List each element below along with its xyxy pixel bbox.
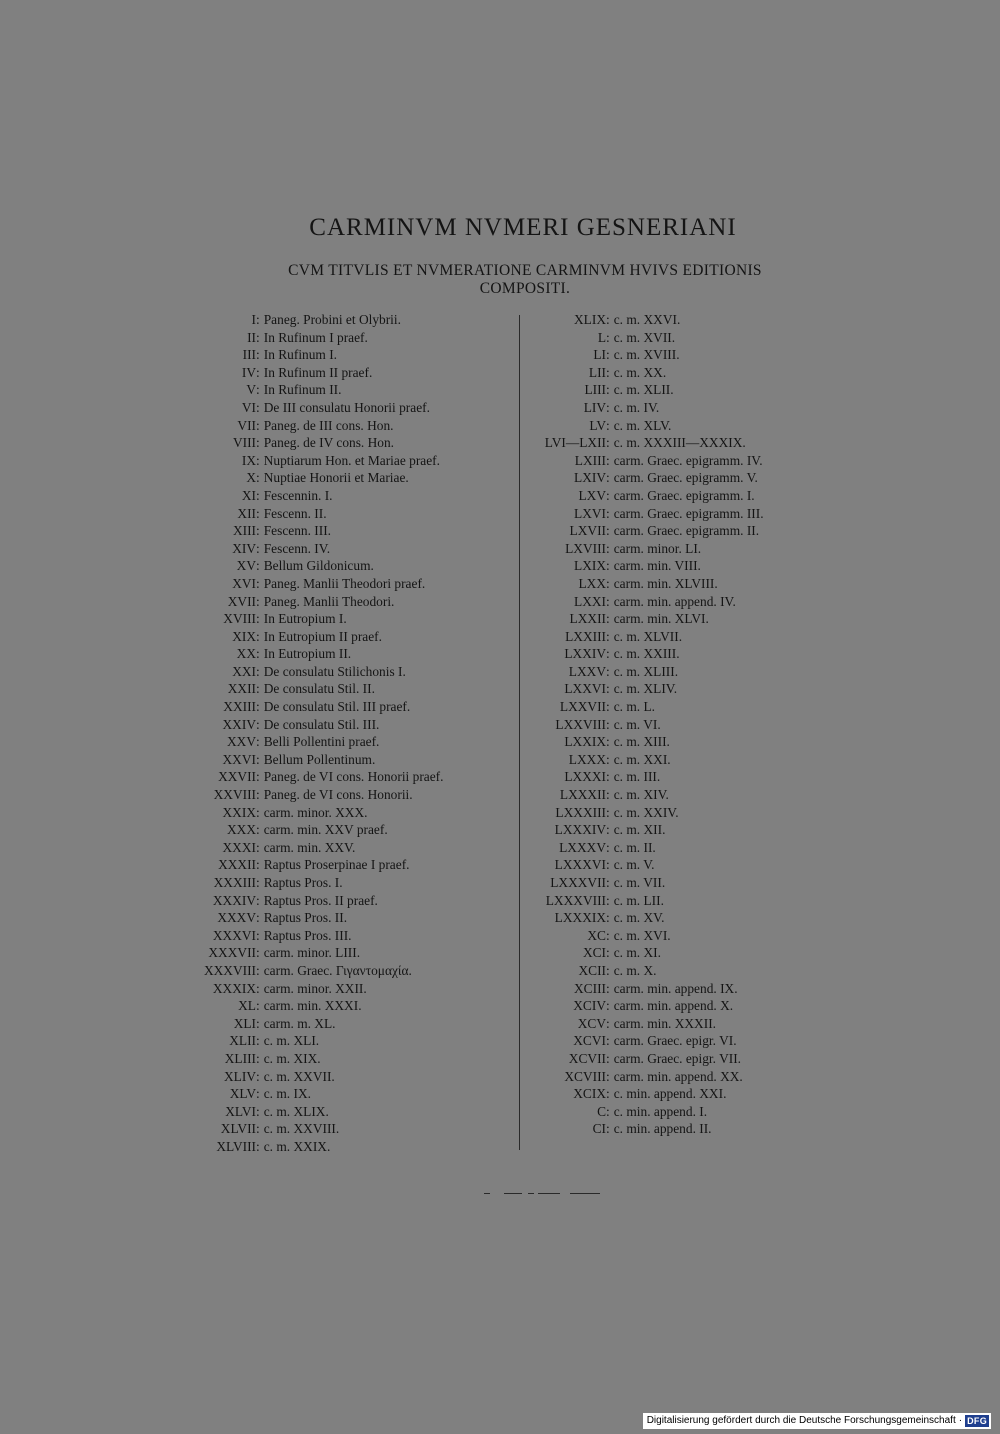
concordance-row: XCVIII : carm. min. append. XX. — [524, 1068, 854, 1086]
carmen-number: VIII — [232, 435, 256, 451]
carmen-title: Nuptiae Honorii et Mariae. — [263, 470, 409, 486]
carmen-title: c. m. XIV. — [613, 787, 669, 803]
concordance-row: LXXXIX : c. m. XV. — [524, 909, 854, 927]
carmen-title: c. m. XLIII. — [613, 663, 679, 679]
carmen-title: In Rufinum II praef. — [263, 364, 373, 380]
concordance-row: XL : carm. min. XXXI. — [150, 997, 520, 1015]
concordance-row: CI : c. min. append. II. — [524, 1120, 854, 1138]
concordance-row: XCV : carm. min. XXXII. — [524, 1015, 854, 1033]
carmen-number: LXXXV — [559, 839, 606, 855]
carmen-title: carm. m. XL. — [263, 1015, 336, 1031]
carmen-number: LXXI — [574, 593, 606, 609]
carmen-title: carm. min. XLVIII. — [613, 575, 718, 591]
carmen-number: XXXII — [218, 857, 256, 873]
concordance-row: XXVI : Bellum Pollentinum. — [150, 751, 520, 769]
carmen-title: c. m. L. — [613, 699, 656, 715]
carmen-number: LXIV — [574, 470, 606, 486]
concordance-row: LXVII : carm. Graec. epigramm. II. — [524, 522, 854, 540]
concordance-row: LXXXIV : c. m. XII. — [524, 821, 854, 839]
carmen-number: XXII — [227, 681, 256, 697]
concordance-row: L : c. m. XVII. — [524, 329, 854, 347]
concordance-row: XXI : De consulatu Stilichonis I. — [150, 663, 520, 681]
carmen-title: c. m. X. — [613, 962, 657, 978]
concordance-row: XIII : Fescenn. III. — [150, 522, 520, 540]
carmen-number: V — [246, 382, 256, 398]
carmen-number: VII — [237, 417, 256, 433]
carmen-title: In Rufinum II. — [263, 382, 342, 398]
carmen-title: carm. min. XXV praef. — [263, 822, 388, 838]
concordance-row: LXVIII : carm. minor. LI. — [524, 540, 854, 558]
concordance-row: LXVI : carm. Graec. epigramm. III. — [524, 505, 854, 523]
carmen-number: XVI — [232, 575, 256, 591]
concordance-row: LXIV : carm. Graec. epigramm. V. — [524, 469, 854, 487]
carmen-title: c. m. IV. — [613, 399, 660, 415]
carmen-number: XI — [241, 487, 256, 503]
concordance-row: XXV : Belli Pollentini praef. — [150, 733, 520, 751]
concordance-row: XIV : Fescenn. IV. — [150, 540, 520, 558]
carmen-title: Paneg. de VI cons. Honorii. — [263, 787, 413, 803]
concordance-row: LXXXVI : c. m. V. — [524, 856, 854, 874]
carmen-title: Paneg. Manlii Theodori. — [263, 593, 395, 609]
carmen-number: LXIX — [574, 558, 606, 574]
concordance-row: XXVII : Paneg. de VI cons. Honorii praef. — [150, 768, 520, 786]
concordance-row: XLI : carm. m. XL. — [150, 1015, 520, 1033]
carmen-title: c. m. XXVI. — [613, 312, 681, 327]
carmen-title: c. m. XLV. — [613, 417, 672, 433]
carmen-number: IX — [241, 452, 256, 468]
carmen-title: Paneg. de IV cons. Hon. — [263, 435, 395, 451]
concordance-row: XCVII : carm. Graec. epigr. VII. — [524, 1050, 854, 1068]
concordance-row: XLV : c. m. IX. — [150, 1085, 520, 1103]
carmen-number: XXVIII — [213, 787, 256, 803]
concordance-row: XXIX : carm. minor. XXX. — [150, 804, 520, 822]
concordance-row: LXXXV : c. m. II. — [524, 839, 854, 857]
concordance-right-column — [524, 311, 854, 1138]
carmen-number: LXXVIII — [555, 716, 606, 732]
carmen-title: De consulatu Stil. II. — [263, 681, 375, 697]
footer-credit: Digitalisierung gefördert durch die Deutsche Forschungsgemeinschaft · DFG — [643, 1413, 991, 1429]
carmen-title: Raptus Pros. II. — [263, 910, 348, 926]
concordance-row: II : In Rufinum I praef. — [150, 329, 520, 347]
carmen-number: XXX — [226, 822, 256, 838]
concordance-row: XCIX : c. min. append. XXI. — [524, 1085, 854, 1103]
carmen-number: XV — [236, 558, 256, 574]
concordance-row: LXXI : carm. min. append. IV. — [524, 593, 854, 611]
carmen-title: carm. min. XLVI. — [613, 611, 709, 627]
carmen-number: XXVI — [222, 751, 256, 767]
concordance-row: LXXII : carm. min. XLVI. — [524, 610, 854, 628]
carmen-number: XLV — [229, 1086, 256, 1102]
carmen-number: XXXIX — [212, 980, 256, 996]
concordance-row: XI : Fescennin. I. — [150, 487, 520, 505]
carmen-number: XXXVI — [212, 927, 256, 943]
carmen-title: carm. min. append. XX. — [613, 1068, 743, 1084]
carmen-number: LXXXIII — [555, 804, 606, 820]
carmen-title: carm. Graec. epigramm. II. — [613, 523, 760, 539]
carmen-title: Paneg. de VI cons. Honorii praef. — [263, 769, 444, 785]
carmen-number: XXXIV — [212, 892, 256, 908]
concordance-row: LXXXVII : c. m. VII. — [524, 874, 854, 892]
carmen-title: In Eutropium II praef. — [263, 628, 382, 644]
carmen-number: I — [251, 312, 256, 327]
carmen-number: XCIII — [574, 980, 606, 996]
concordance-row: XLVI : c. m. XLIX. — [150, 1103, 520, 1121]
concordance-row: LXXX : c. m. XXI. — [524, 751, 854, 769]
concordance-row: VII : Paneg. de III cons. Hon. — [150, 417, 520, 435]
concordance-row: LXXXVIII : c. m. LII. — [524, 892, 854, 910]
concordance-row: XXIII : De consulatu Stil. III praef. — [150, 698, 520, 716]
carmen-title: Bellum Pollentinum. — [263, 751, 376, 767]
concordance-row: LXIII : carm. Graec. epigramm. IV. — [524, 452, 854, 470]
concordance-row: XCIII : carm. min. append. IX. — [524, 980, 854, 998]
carmen-number: XXI — [232, 663, 256, 679]
carmen-number: XCVIII — [564, 1068, 606, 1084]
concordance-row: VI : De III consulatu Honorii praef. — [150, 399, 520, 417]
carmen-title: carm. min. append. IV. — [613, 593, 736, 609]
carmen-title: Nuptiarum Hon. et Mariae praef. — [263, 452, 440, 468]
carmen-title: c. min. append. II. — [613, 1121, 712, 1137]
concordance-row: LXXVII : c. m. L. — [524, 698, 854, 716]
concordance-row: XLVIII : c. m. XXIX. — [150, 1138, 520, 1156]
carmen-number: XLVII — [220, 1121, 256, 1137]
carmen-number: XXXVIII — [203, 962, 256, 978]
carmen-title: carm. min. XXXI. — [263, 998, 362, 1014]
concordance-row: LVI—LXII : c. m. XXXIII—XXXIX. — [524, 434, 854, 452]
carmen-number: LXXXVI — [554, 857, 606, 873]
carmen-number: LXXIX — [564, 734, 606, 750]
carmen-title: carm. Graec. Γιγαντομαχία. — [263, 962, 412, 978]
page-title: CARMINVM NVMERI GESNERIANI — [309, 214, 737, 241]
carmen-title: carm. min. append. IX. — [613, 980, 738, 996]
concordance-row: LIV : c. m. IV. — [524, 399, 854, 417]
carmen-number: LXXVII — [559, 699, 606, 715]
carmen-number: LIV — [583, 399, 606, 415]
carmen-title: Fescenn. IV. — [263, 540, 331, 556]
carmen-title: c. m. XI. — [613, 945, 661, 961]
concordance-left-column — [150, 311, 520, 1156]
carmen-number: LXXII — [569, 611, 606, 627]
concordance-row: LXIX : carm. min. VIII. — [524, 557, 854, 575]
carmen-title: c. m. LII. — [613, 892, 664, 908]
concordance-row: XLIX : c. m. XXVI. — [524, 311, 854, 329]
carmen-number: C — [597, 1103, 606, 1119]
concordance-row: IV : In Rufinum II praef. — [150, 364, 520, 382]
carmen-number: LXXIII — [565, 628, 606, 644]
carmen-number: XLII — [229, 1033, 256, 1049]
carmen-title: c. m. XXIV. — [613, 804, 679, 820]
carmen-number: LXXXIV — [554, 822, 606, 838]
carmen-title: In Rufinum I. — [263, 347, 338, 363]
carmen-title: carm. Graec. epigramm. V. — [613, 470, 758, 486]
concordance-row: XLII : c. m. XLI. — [150, 1032, 520, 1050]
carmen-number: LXXXIX — [554, 910, 606, 926]
concordance-row: XXXVIII : carm. Graec. Γιγαντομαχία. — [150, 962, 520, 980]
concordance-row: XXXI : carm. min. XXV. — [150, 839, 520, 857]
carmen-number: LII — [588, 364, 606, 380]
concordance-row: XVII : Paneg. Manlii Theodori. — [150, 593, 520, 611]
carmen-title: Raptus Pros. III. — [263, 927, 352, 943]
concordance-row: LXXV : c. m. XLIII. — [524, 663, 854, 681]
concordance-row: X : Nuptiae Honorii et Mariae. — [150, 469, 520, 487]
carmen-title: Paneg. Probini et Olybrii. — [263, 312, 401, 327]
carmen-number: LXXXII — [559, 787, 606, 803]
carmen-title: c. m. XXIX. — [263, 1138, 331, 1154]
carmen-title: c. min. append. XXI. — [613, 1086, 727, 1102]
carmen-title: c. m. XIII. — [613, 734, 670, 750]
concordance-row: XV : Bellum Gildonicum. — [150, 557, 520, 575]
carmen-title: carm. Graec. epigramm. IV. — [613, 452, 763, 468]
concordance-row: LXXXIII : c. m. XXIV. — [524, 804, 854, 822]
concordance-row: XXII : De consulatu Stil. II. — [150, 680, 520, 698]
carmen-title: c. m. XXIII. — [613, 646, 680, 662]
concordance-row: XXXVII : carm. minor. LIII. — [150, 944, 520, 962]
carmen-title: c. m. XX. — [613, 364, 667, 380]
carmen-number: XCIV — [573, 998, 606, 1014]
carmen-number: XX — [236, 646, 256, 662]
carmen-number: LXXV — [568, 663, 606, 679]
carmen-title: c. m. XXI. — [613, 751, 671, 767]
carmen-title: Belli Pollentini praef. — [263, 734, 380, 750]
column-divider — [519, 315, 520, 1150]
carmen-title: De consulatu Stil. III. — [263, 716, 380, 732]
carmen-number: LXXXVIII — [545, 892, 606, 908]
carmen-number: XXXIII — [213, 875, 256, 890]
concordance-row: XCII : c. m. X. — [524, 962, 854, 980]
carmen-title: Paneg. de III cons. Hon. — [263, 417, 394, 433]
concordance-row: XXVIII : Paneg. de VI cons. Honorii. — [150, 786, 520, 804]
carmen-number: XLVIII — [216, 1138, 256, 1154]
concordance-row: III : In Rufinum I. — [150, 346, 520, 364]
concordance-row: LXV : carm. Graec. epigramm. I. — [524, 487, 854, 505]
carmen-number: XL — [238, 998, 256, 1014]
carmen-number: LIII — [584, 382, 606, 398]
closing-rule — [484, 1192, 600, 1195]
carmen-title: carm. minor. XXX. — [263, 804, 368, 820]
carmen-title: c. m. III. — [613, 769, 661, 785]
carmen-title: carm. Graec. epigr. VII. — [613, 1050, 742, 1066]
carmen-title: Fescenn. III. — [263, 523, 332, 539]
carmen-title: carm. minor. LI. — [613, 540, 702, 556]
concordance-row: LIII : c. m. XLII. — [524, 381, 854, 399]
carmen-number: XXXI — [222, 839, 256, 855]
concordance-row: VIII : Paneg. de IV cons. Hon. — [150, 434, 520, 452]
concordance-row: LXXVIII : c. m. VI. — [524, 716, 854, 734]
carmen-title: c. m. XLII. — [613, 382, 674, 398]
carmen-title: carm. Graec. epigramm. I. — [613, 487, 755, 503]
carmen-number: LXIII — [574, 452, 606, 468]
concordance-row: XLVII : c. m. XXVIII. — [150, 1120, 520, 1138]
carmen-title: carm. Graec. epigr. VI. — [613, 1033, 737, 1049]
carmen-number: XXVII — [218, 769, 256, 785]
carmen-number: XXV — [226, 734, 256, 750]
concordance-row: LI : c. m. XVIII. — [524, 346, 854, 364]
concordance-row: XXXIII : Raptus Pros. I. — [150, 874, 520, 892]
carmen-number: LXXIV — [564, 646, 606, 662]
carmen-title: c. m. XLIV. — [613, 681, 678, 697]
carmen-number: IV — [241, 364, 256, 380]
carmen-title: carm. min. append. X. — [613, 998, 734, 1014]
concordance-row: XVI : Paneg. Manlii Theodori praef. — [150, 575, 520, 593]
carmen-title: c. m. XVIII. — [613, 347, 680, 363]
carmen-number: LXVIII — [565, 540, 606, 556]
carmen-title: c. m. XVII. — [613, 329, 676, 345]
carmen-title: c. m. IX. — [263, 1086, 311, 1102]
carmen-title: De consulatu Stil. III praef. — [263, 699, 411, 715]
concordance-row: XXX : carm. min. XXV praef. — [150, 821, 520, 839]
carmen-title: c. m. XVI. — [613, 927, 671, 943]
carmen-number: XLI — [233, 1015, 256, 1031]
carmen-number: XVII — [227, 593, 256, 609]
carmen-number: III — [242, 347, 256, 363]
carmen-number: LV — [589, 417, 606, 433]
carmen-title: c. min. append. I. — [613, 1103, 708, 1119]
carmen-number: LXXXVII — [550, 875, 606, 890]
carmen-number: XXXV — [217, 910, 256, 926]
concordance-row: LXX : carm. min. XLVIII. — [524, 575, 854, 593]
carmen-number: LXXX — [568, 751, 606, 767]
subtitle-line-2: COMPOSITI. — [479, 280, 571, 297]
carmen-title: In Eutropium I. — [263, 611, 347, 627]
carmen-number: XIII — [232, 523, 256, 539]
carmen-number: LXX — [578, 575, 606, 591]
concordance-row: IX : Nuptiarum Hon. et Mariae praef. — [150, 452, 520, 470]
carmen-title: carm. minor. XXII. — [263, 980, 367, 996]
concordance-row: XX : In Eutropium II. — [150, 645, 520, 663]
carmen-number: LXVII — [569, 523, 606, 539]
concordance-row: XXXIV : Raptus Pros. II praef. — [150, 892, 520, 910]
carmen-number: XCVI — [573, 1033, 606, 1049]
carmen-title: c. m. XLI. — [263, 1033, 320, 1049]
concordance-row: C : c. min. append. I. — [524, 1103, 854, 1121]
concordance-row: XCVI : carm. Graec. epigr. VI. — [524, 1032, 854, 1050]
carmen-number: XXIII — [223, 699, 256, 715]
concordance-row: XII : Fescenn. II. — [150, 505, 520, 523]
carmen-title: c. m. XV. — [613, 910, 665, 926]
concordance-row: XXXII : Raptus Proserpinae I praef. — [150, 856, 520, 874]
carmen-title: De III consulatu Honorii praef. — [263, 399, 430, 415]
carmen-title: carm. minor. LIII. — [263, 945, 361, 961]
carmen-number: LXXXI — [564, 769, 606, 785]
carmen-number: XCIX — [573, 1086, 606, 1102]
concordance-row: XLIII : c. m. XIX. — [150, 1050, 520, 1068]
carmen-number: X — [246, 470, 256, 486]
concordance-row: LV : c. m. XLV. — [524, 417, 854, 435]
concordance-row: LII : c. m. XX. — [524, 364, 854, 382]
carmen-number: XIX — [232, 628, 256, 644]
dfg-logo: DFG — [967, 1416, 987, 1426]
carmen-number: II — [247, 329, 256, 345]
carmen-number: XLVI — [225, 1103, 256, 1119]
concordance-row: LXXXII : c. m. XIV. — [524, 786, 854, 804]
concordance-row: XXIV : De consulatu Stil. III. — [150, 716, 520, 734]
carmen-title: Raptus Pros. II praef. — [263, 892, 378, 908]
carmen-title: Raptus Pros. I. — [263, 875, 343, 890]
carmen-number: XVIII — [223, 611, 256, 627]
carmen-number: XLIV — [224, 1068, 256, 1084]
carmen-title: c. m. XLIX. — [263, 1103, 329, 1119]
carmen-title: carm. min. XXV. — [263, 839, 356, 855]
subtitle-line-1: CVM TITVLIS ET NVMERATIONE CARMINVM HVIVS EDITIONIS — [288, 262, 762, 279]
carmen-title: c. m. XXXIII—XXXIX. — [613, 435, 746, 451]
concordance-row: XLIV : c. m. XXVII. — [150, 1068, 520, 1086]
carmen-number: L — [597, 329, 606, 345]
carmen-number: XLIX — [574, 312, 606, 327]
carmen-number: XXIX — [222, 804, 256, 820]
carmen-title: c. m. V. — [613, 857, 655, 873]
concordance-row: XVIII : In Eutropium I. — [150, 610, 520, 628]
carmen-title: Raptus Proserpinae I praef. — [263, 857, 410, 873]
concordance-row: XIX : In Eutropium II praef. — [150, 628, 520, 646]
carmen-number: XCII — [578, 962, 606, 978]
concordance-row: LXXIII : c. m. XLVII. — [524, 628, 854, 646]
carmen-title: In Eutropium II. — [263, 646, 352, 662]
carmen-title: carm. min. XXXII. — [613, 1015, 716, 1031]
concordance-row: LXXVI : c. m. XLIV. — [524, 680, 854, 698]
carmen-number: XXXVII — [208, 945, 256, 961]
carmen-number: VI — [241, 399, 256, 415]
carmen-title: c. m. II. — [613, 839, 656, 855]
concordance-row: XXXIX : carm. minor. XXII. — [150, 980, 520, 998]
carmen-title: c. m. VII. — [613, 875, 666, 890]
carmen-title: c. m. XLVII. — [613, 628, 683, 644]
carmen-number: LXXVI — [564, 681, 606, 697]
carmen-title: c. m. XXVIII. — [263, 1121, 340, 1137]
carmen-number: XII — [237, 505, 256, 521]
carmen-number: XIV — [232, 540, 256, 556]
carmen-number: CI — [592, 1121, 606, 1137]
carmen-title: In Rufinum I praef. — [263, 329, 368, 345]
concordance-row: V : In Rufinum II. — [150, 381, 520, 399]
carmen-number: LVI—LXII — [544, 435, 606, 451]
concordance-row: XXXVI : Raptus Pros. III. — [150, 927, 520, 945]
carmen-number: XLIII — [224, 1050, 256, 1066]
carmen-title: Fescenn. II. — [263, 505, 327, 521]
carmen-title: c. m. VI. — [613, 716, 661, 732]
concordance-row: XXXV : Raptus Pros. II. — [150, 909, 520, 927]
concordance-row: LXXIV : c. m. XXIII. — [524, 645, 854, 663]
carmen-title: c. m. XIX. — [263, 1050, 321, 1066]
carmen-number: LXV — [578, 487, 606, 503]
footer-text: Digitalisierung gefördert durch die Deutsche Forschungsgemeinschaft — [646, 1415, 956, 1426]
carmen-number: XCVII — [568, 1050, 606, 1066]
carmen-title: c. m. XXVII. — [263, 1068, 335, 1084]
carmen-number: XCV — [577, 1015, 606, 1031]
concordance-row: LXXXI : c. m. III. — [524, 768, 854, 786]
carmen-number: XC — [587, 927, 606, 943]
carmen-number: LXVI — [574, 505, 606, 521]
concordance-row: LXXIX : c. m. XIII. — [524, 733, 854, 751]
carmen-title: c. m. XII. — [613, 822, 666, 838]
carmen-title: carm. min. VIII. — [613, 558, 701, 574]
page-subtitle — [0, 262, 1000, 298]
concordance-row: XC : c. m. XVI. — [524, 927, 854, 945]
carmen-number: XCI — [582, 945, 606, 961]
concordance-row: XCIV : carm. min. append. X. — [524, 997, 854, 1015]
carmen-title: De consulatu Stilichonis I. — [263, 663, 406, 679]
carmen-title: carm. Graec. epigramm. III. — [613, 505, 764, 521]
concordance-row: I : Paneg. Probini et Olybrii. — [150, 311, 520, 329]
carmen-title: Paneg. Manlii Theodori praef. — [263, 575, 426, 591]
concordance-row: XCI : c. m. XI. — [524, 944, 854, 962]
carmen-title: Bellum Gildonicum. — [263, 558, 374, 574]
carmen-number: LI — [593, 347, 606, 363]
carmen-title: Fescennin. I. — [263, 487, 333, 503]
carmen-number: XXIV — [222, 716, 256, 732]
